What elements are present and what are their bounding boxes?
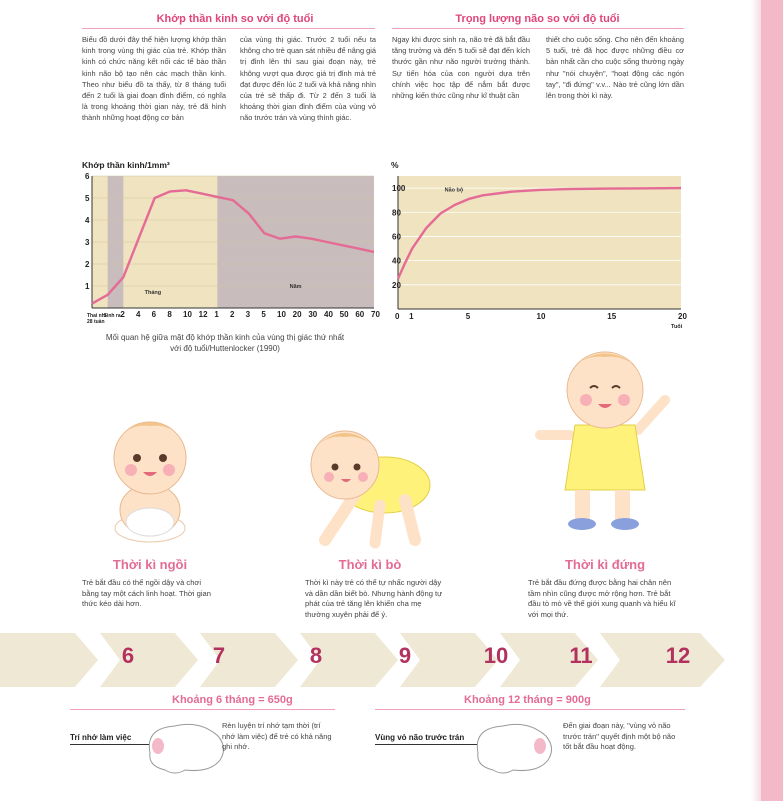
chart1-ylabel: Khớp thần kinh/1mm³ <box>82 160 170 170</box>
period-desc-crawling: Thời kì này trẻ có thể tự nhấc người dậy và dần dần biết bò. Nhưng hành động tự phát của trẻ tăng lên khiến cha mẹ thường xuyên phải để ý. <box>305 578 443 619</box>
chart1-x-tick: 1 <box>214 310 219 319</box>
chart1-x-tick: Sinh ra <box>103 313 121 319</box>
weight-12-months: Khoảng 12 tháng = 900g <box>464 694 591 706</box>
weight-12-rule <box>375 709 685 710</box>
chart2-x-tick: 1 <box>409 312 414 321</box>
brain-label-working-memory: Trí nhớ làm việc <box>70 733 132 742</box>
weight-6-months: Khoảng 6 tháng = 650g <box>172 694 293 706</box>
chart2-y-tick: 80 <box>392 208 401 218</box>
synapse-density-chart <box>78 170 378 330</box>
standing-baby-illustration <box>530 340 680 540</box>
chart1-x-tick: 2 <box>120 310 125 319</box>
chart2-x-tick: 10 <box>536 312 546 321</box>
chart2-x-tick: 0 <box>395 312 400 321</box>
left-col-1: Biểu đồ dưới đây thể hiện lượng khớp thần kinh trong vùng thị giác của trẻ. Khớp thần kinh có chức năng kết nối các tế bào thần kinh não bộ tạo nên các mạch thần kinh. Theo như biểu đồ ta thấy, từ 8 tháng tuổi đến 2 tuổi là giai đoạn đỉnh điểm, có nghĩa là trong khoảng thời gian này, trẻ đã hình thành những hoạt động cơ bản <box>82 35 226 123</box>
month-10: 10 <box>483 643 509 668</box>
page-edge-decoration <box>761 0 783 801</box>
weight-6-rule <box>70 709 335 710</box>
left-section-title: Khớp thần kinh so với độ tuổi <box>156 13 314 25</box>
chart1-x-tick: 5 <box>261 310 266 319</box>
chart1-x-tick: 12 <box>198 310 208 319</box>
month-12: 12 <box>665 643 691 668</box>
left-section-rule <box>82 28 375 29</box>
chart1-y-tick: 6 <box>85 172 90 181</box>
month-8: 8 <box>309 643 323 668</box>
chart1-x-tick: 30 <box>308 310 318 319</box>
chart1-x-tick: 4 <box>136 310 141 319</box>
chart1-x-tick: Thai nhi <box>87 313 107 319</box>
period-title-standing: Thời kì đứng <box>564 557 646 572</box>
chart1-y-tick: 4 <box>85 216 90 225</box>
chart2-plot-area <box>398 176 681 309</box>
chart1-x-tick: 3 <box>245 310 251 319</box>
chart1-caption: Mối quan hệ giữa mật độ khớp thần kinh của vùng thị giác thứ nhất với độ tuổi/Huttenlocker (1990) <box>105 333 345 353</box>
chart1-period-years: Năm <box>289 284 302 290</box>
brain-weight-chart <box>386 170 686 330</box>
chart2-y-tick: 40 <box>392 256 401 266</box>
brain-label-prefrontal: Vùng vỏ não trước trán <box>375 733 465 742</box>
chart1-y-tick: 1 <box>85 282 90 291</box>
chart2-x-tick: 5 <box>465 312 471 321</box>
brain-icon-prefrontal <box>468 718 558 778</box>
right-section-rule <box>392 28 684 29</box>
left-col-2: của vùng thị giác. Trước 2 tuổi nếu ta không cho trẻ quan sát nhiều để nâng giá trị đỉnh lên thì sau giai đoạn này, trẻ không vượt qua được giá trị đỉnh mà trẻ đạt được đến lúc 2 tuổi và khả năng nhìn của trẻ sẽ thấp đi. Từ 2 đến 3 tuổi là khoảng thời gian đỉnh điểm của vùng vỏ não trước trán và vùng thính giác. <box>240 35 377 123</box>
chart1-x-tick: 2 <box>230 310 235 319</box>
brain-pointer-1 <box>70 744 150 745</box>
right-section-title: Trọng lượng não so với độ tuổi <box>455 13 620 25</box>
right-col-1: Ngay khi được sinh ra, não trẻ đã bắt đầu tăng trưởng và đến 5 tuổi sẽ đạt đến kích thước gần như não người trưởng thành. Sự tiến hóa của con người dựa trên chính việc học tập để nắm bắt được những kiến thức cũng như kĩ thuật cần <box>392 35 530 101</box>
chart2-x-tick: 20 <box>678 312 687 321</box>
period-desc-sitting: Trẻ bắt đầu có thể ngồi dậy và chơi bằng tay một cách linh hoạt. Thời gian thức kéo dài hơn. <box>82 578 211 608</box>
chart2-x-unit: Tuổi <box>671 324 683 330</box>
sitting-baby-illustration <box>95 410 205 550</box>
month-9: 9 <box>398 643 412 668</box>
chart1-y-tick: 2 <box>85 260 90 269</box>
chart1-x-tick: 60 <box>355 310 365 319</box>
month-6: 6 <box>121 643 135 668</box>
chart1-x-tick: 10 <box>183 310 192 319</box>
chart1-x-tick: 70 <box>371 310 380 319</box>
brain-icon <box>140 718 230 778</box>
chart1-x-tick: 28 tuần <box>87 319 105 325</box>
brain-desc-working-memory: Rèn luyện trí nhớ tạm thời (trí nhớ làm việc) để trẻ có khả năng ghi nhớ. <box>222 721 332 751</box>
chart1-x-tick: 20 <box>292 310 302 319</box>
period-title-sitting: Thời kì ngồi <box>112 557 188 572</box>
chart1-x-tick: 8 <box>167 310 172 319</box>
chart1-x-tick: 10 <box>277 310 286 319</box>
chart1-x-tick: 6 <box>151 310 157 319</box>
chart2-ylabel: % <box>391 160 399 170</box>
chart2-y-tick: 60 <box>392 232 401 242</box>
chart2-y-tick: 20 <box>392 280 401 290</box>
period-title-crawling: Thời kì bò <box>338 557 402 572</box>
brain-desc-prefrontal: Đến giai đoạn này, "vùng vỏ não trước trán" quyết định một bộ não tốt bắt đầu hoạt động. <box>563 721 676 751</box>
month-11: 11 <box>569 643 593 668</box>
chart1-y-tick: 5 <box>85 194 90 203</box>
period-desc-standing: Trẻ bắt đầu đứng được bằng hai chân nên tầm nhìn cũng được mở rộng hơn. Trẻ bắt đầu tò mò về thế giới xung quanh và hiểu kĩ với mọi thứ. <box>528 578 676 619</box>
month-7: 7 <box>212 643 226 668</box>
chart2-annotation: Não bộ <box>444 187 464 194</box>
chart1-y-tick: 3 <box>85 238 90 247</box>
crawling-baby-illustration <box>285 415 455 555</box>
chart1-x-tick: 50 <box>339 310 349 319</box>
chart2-y-tick: 100 <box>392 184 406 194</box>
right-col-2: thiết cho cuộc sống. Cho nên đến khoảng 5 tuổi, trẻ đã học được những điều cơ bản nhất cần cho cuộc sống thường ngày như "nói chuyện", "hoạt động các ngón tay", "đi đứng" v.v... Nào trẻ cũng lớn dần lên trong thời kì này. <box>546 35 684 101</box>
chart2-x-tick: 15 <box>607 312 617 321</box>
chart1-x-tick: 40 <box>324 310 333 319</box>
chart1-period-months: Tháng <box>144 290 162 296</box>
